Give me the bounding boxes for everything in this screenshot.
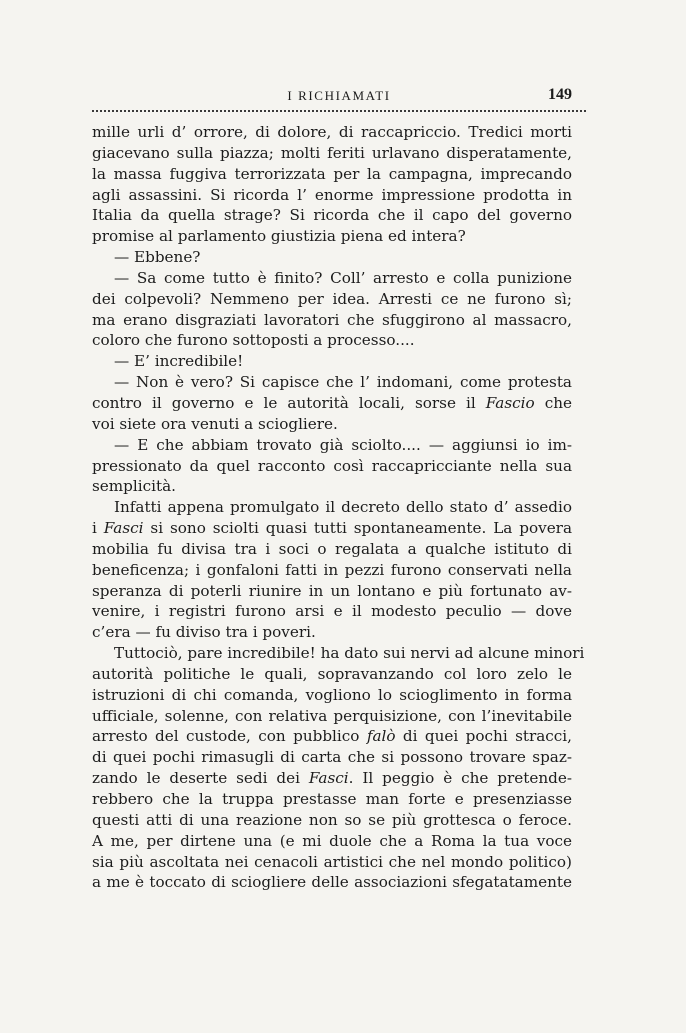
- body-text: [92, 122, 585, 893]
- text-line: agli assassini. Si ricorda l’ enorme impressione prodotta in: [92, 185, 572, 204]
- text-line: zando le deserte sedi dei Fasci. Il peggio è che pretende-: [92, 769, 572, 788]
- text-line: questi atti di una reazione non so se più grottesca o feroce.: [92, 810, 572, 829]
- text-line: la massa fuggiva terrorizzata per la campagna, imprecando: [92, 164, 572, 183]
- text-line: di quei pochi rimasugli di carta che si possono trovare spaz-: [92, 748, 572, 767]
- text-line: A me, per dirtene una (e mi duole che a Roma la tua voce: [92, 831, 572, 850]
- text-line: semplicità.: [92, 477, 176, 496]
- text-line: mille urli d’ orrore, di dolore, di raccapriccio. Tredici morti: [92, 123, 572, 141]
- text-line: c’era — fu diviso tra i poveri.: [92, 623, 316, 642]
- text-line: beneficenza; i gonfaloni fatti in pezzi furono conservati nella: [92, 560, 572, 579]
- text-line: Tuttociò, pare incredibile! ha dato sui nervi ad alcune minori: [114, 644, 585, 663]
- text-line: rebbero che la truppa prestasse man forte e presenziasse: [92, 790, 572, 808]
- text-line: — Sa come tutto è finito? Coll’ arresto e colla punizione: [114, 268, 572, 287]
- text-line: — Ebbene?: [114, 248, 201, 267]
- text-line: istruzioni di chi comanda, vogliono lo scioglimento in forma: [92, 685, 572, 704]
- page-number: 149: [548, 86, 572, 103]
- text-line: mobilia fu divisa tra i soci o regalata a qualche istituto di: [92, 539, 572, 558]
- text-line: venire, i registri furono arsi e il modesto peculio — dove: [92, 602, 572, 621]
- text-line: speranza di poterli riunire in un lontano e più fortunato av-: [92, 581, 572, 600]
- text-line: — E’ incredibile!: [114, 352, 244, 371]
- text-line: Infatti appena promulgato il decreto dello stato d’ assedio: [114, 498, 572, 517]
- text-line: arresto del custode, con pubblico falò di quei pochi stracci,: [92, 727, 572, 746]
- text-line: — E che abbiam trovato già sciolto.... — aggiunsi io im-: [114, 435, 572, 454]
- text-line: Italia da quella strage? Si ricorda che il capo del governo: [92, 206, 572, 225]
- text-line: pressionato da quel racconto così raccapricciante nella sua: [92, 456, 572, 475]
- text-line: ma erano disgraziati lavoratori che sfuggirono al massacro,: [92, 310, 572, 329]
- text-line: promise al parlamento giustizia piena ed intera?: [92, 227, 466, 246]
- text-line: autorità politiche le quali, sopravanzando col loro zelo le: [92, 664, 572, 683]
- text-line: voi siete ora venuti a sciogliere.: [92, 414, 338, 433]
- running-title: I RICHIAMATI: [287, 88, 391, 103]
- text-line: ufficiale, solenne, con relativa perquisizione, con l’inevitabile: [92, 706, 572, 725]
- text-line: coloro che furono sottoposti a processo....: [92, 331, 415, 350]
- text-line: dei colpevoli? Nemmeno per idea. Arresti ce ne furono sì;: [92, 289, 572, 308]
- text-line: i Fasci si sono sciolti quasi tutti spontaneamente. La povera: [92, 519, 572, 538]
- header-rule: [92, 110, 586, 112]
- text-line: a me è toccato di sciogliere delle associazioni sfegatatamente: [92, 873, 572, 892]
- text-line: — Non è vero? Si capisce che l’ indomani, come protesta: [114, 373, 572, 392]
- page-header: [92, 86, 586, 112]
- text-line: sia più ascoltata nei cenacoli artistici che nel mondo politico): [92, 852, 572, 871]
- text-line: giacevano sulla piazza; molti feriti urlavano disperatamente,: [92, 143, 572, 162]
- text-line: contro il governo e le autorità locali, sorse il Fascio che: [92, 393, 572, 412]
